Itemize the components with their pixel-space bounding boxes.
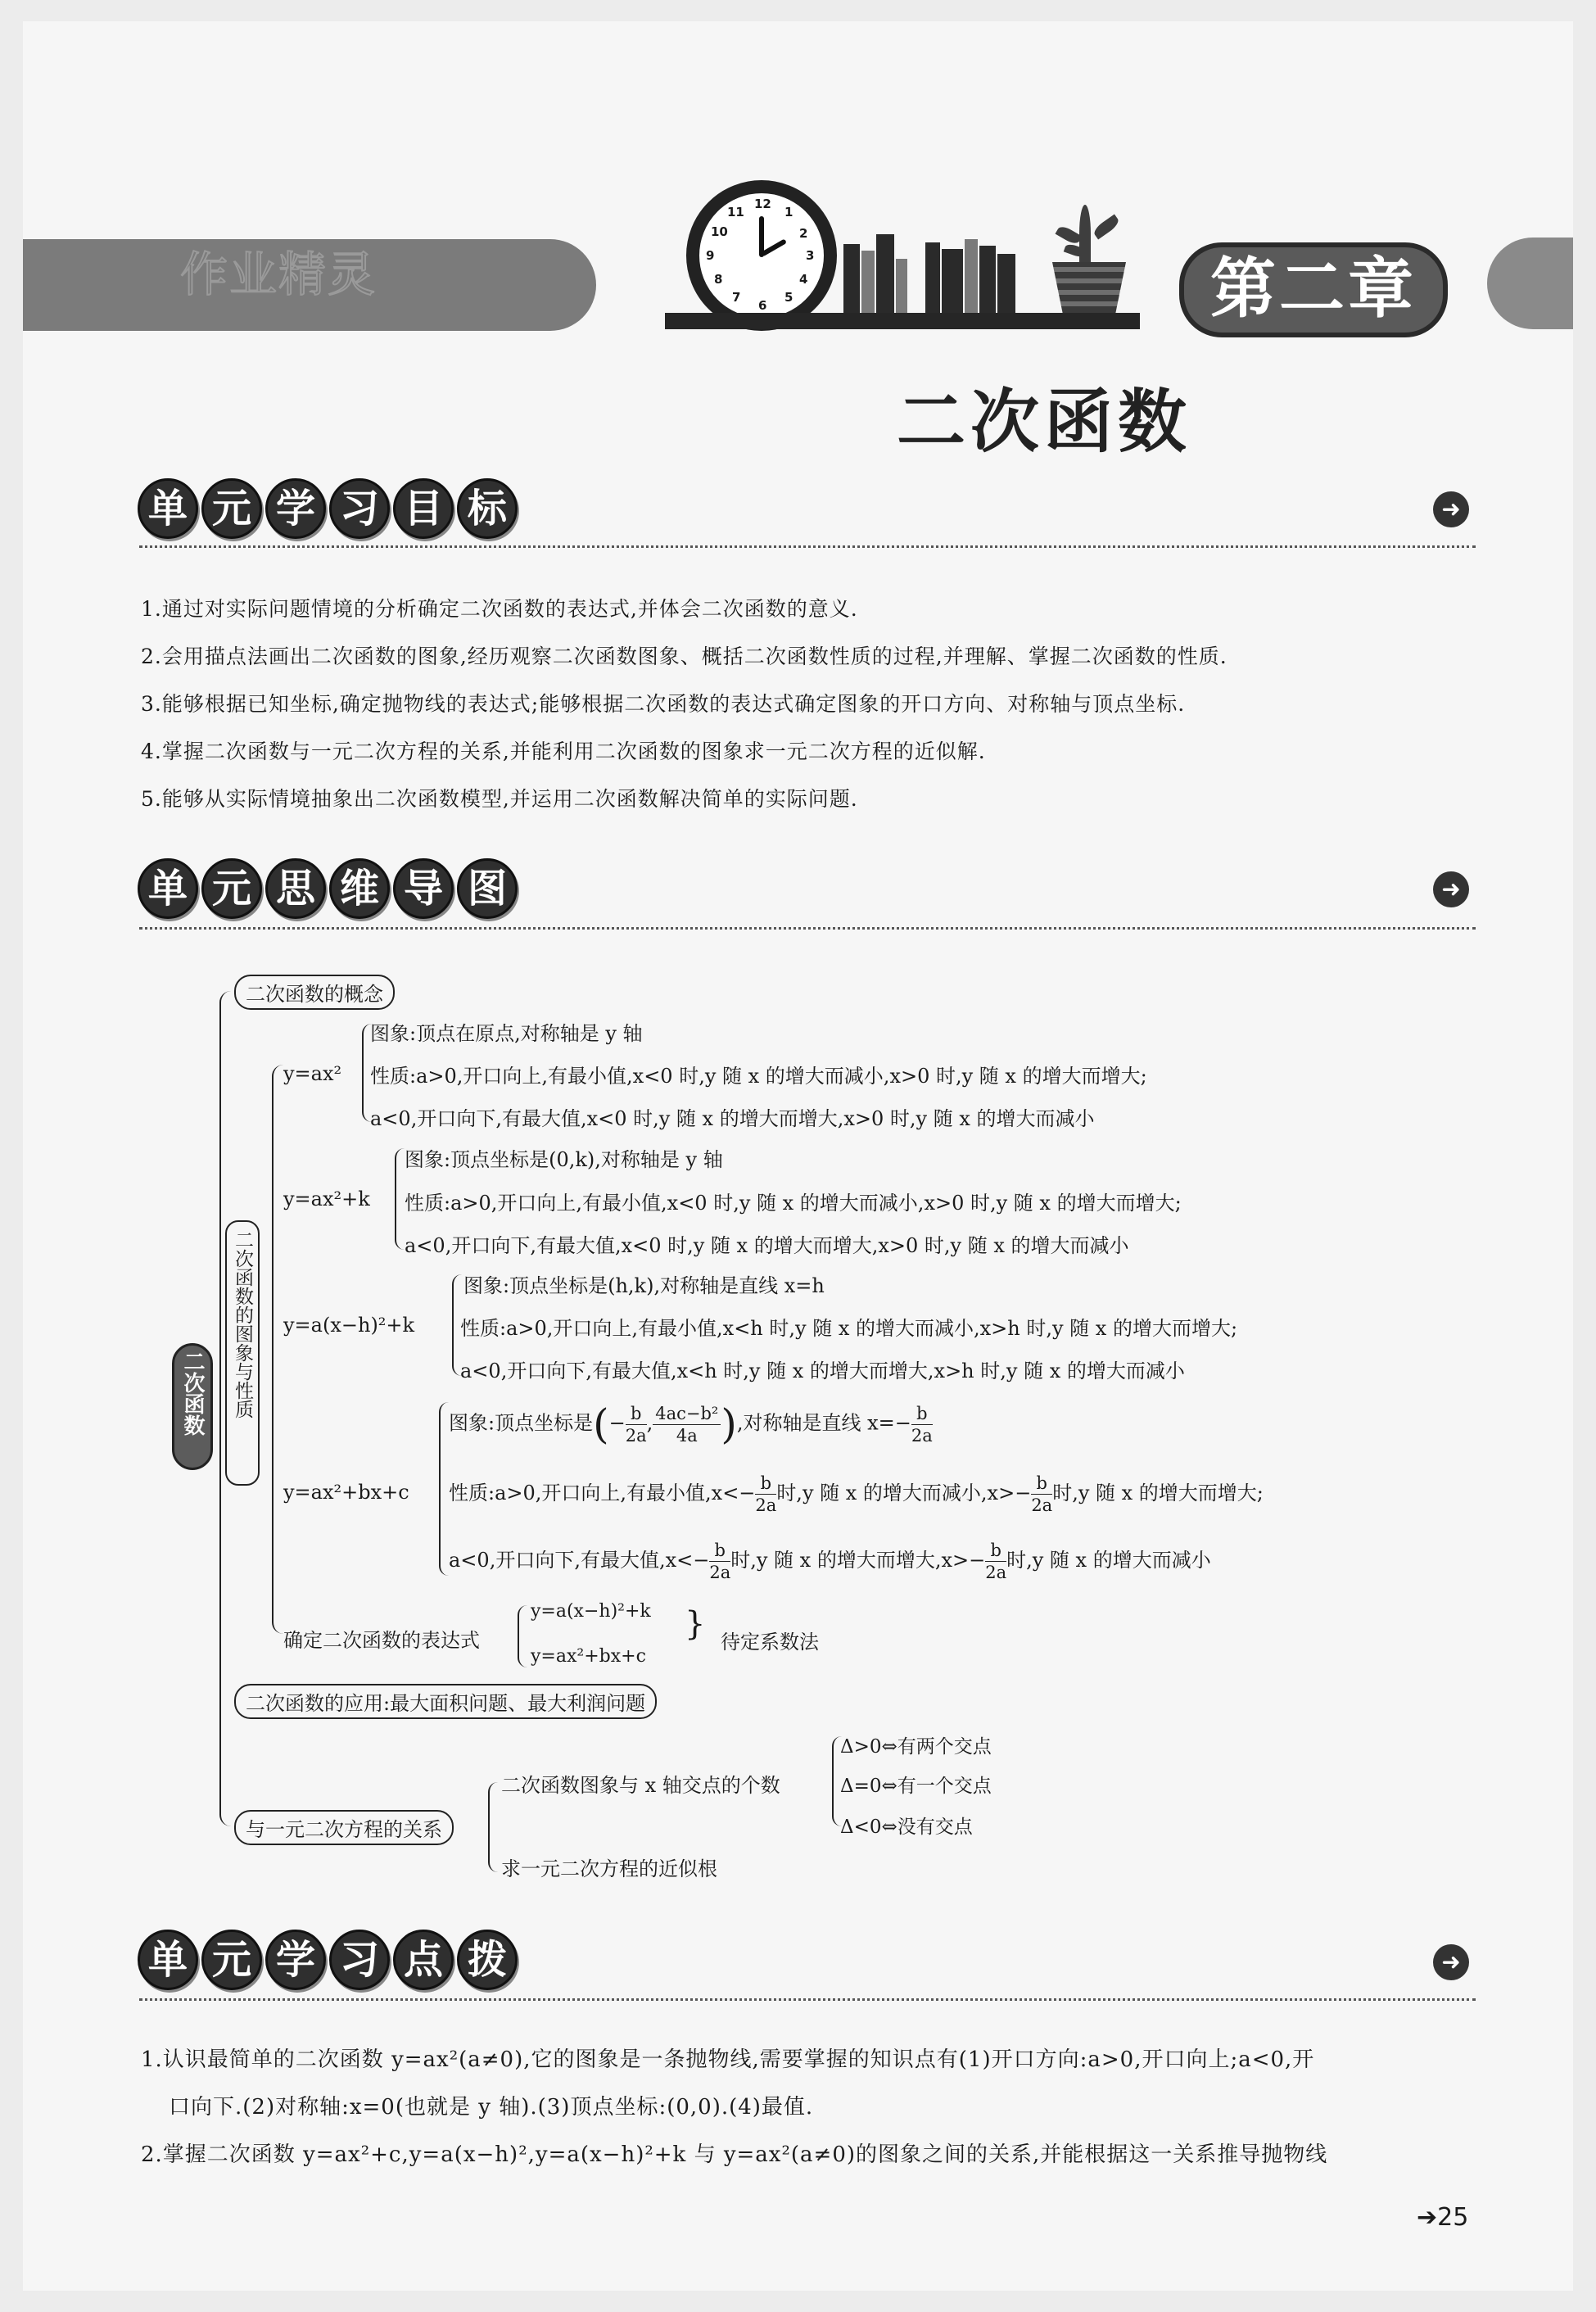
- concept-node: 二次函数的概念: [234, 975, 395, 1010]
- expr-formula: y=ax²+bx+c: [531, 1646, 646, 1667]
- discriminant-case: Δ=0⇔有一个交点: [840, 1776, 992, 1797]
- tip-line: 2.掌握二次函数 y=ax²+c,y=a(x−h)²,y=a(x−h)²+k 与 y=ax²(a≠0)的图象之间的关系,并能根据这一关系推导抛物线: [141, 2142, 1328, 2167]
- brace: [439, 1402, 449, 1576]
- clock-hour-hand: [761, 238, 787, 256]
- formula-node: y=a(x−h)²+k: [283, 1314, 415, 1337]
- discriminant-case: Δ<0⇔没有交点: [840, 1817, 973, 1838]
- goal-item: 5.能够从实际情境抽象出二次函数模型,并运用二次函数解决简单的实际问题.: [141, 787, 858, 811]
- section-title-tips: 单 元 学 习 点 拨: [138, 1930, 518, 1990]
- relation-intersect: 二次函数图象与 x 轴交点的个数: [501, 1774, 780, 1797]
- clock-number: 6: [758, 298, 767, 313]
- relation-approx: 求一元二次方程的近似根: [501, 1857, 717, 1880]
- arrow-right-icon: ➔: [1417, 2203, 1438, 2232]
- clock-number: 12: [754, 197, 771, 211]
- property-text: 图象:顶点在原点,对称轴是 y 轴: [370, 1022, 643, 1045]
- goal-item: 1.通过对实际问题情境的分析确定二次函数的表达式,并体会二次函数的意义.: [141, 597, 858, 621]
- clock-number: 11: [727, 205, 744, 219]
- clock-number: 1: [784, 205, 793, 219]
- expr-formula: y=a(x−h)²+k: [531, 1601, 651, 1622]
- property-text: 图象:顶点坐标是(h,k),对称轴是直线 x=h: [463, 1274, 825, 1297]
- property-text: a<0,开口向下,有最大值,x<0 时,y 随 x 的增大而增大,x>0 时,y 随 x 的增大而减小: [370, 1107, 1095, 1130]
- header-banner-right: [1487, 238, 1573, 329]
- property-text: a<0,开口向下,有最大值,x<− $\frac{b}{2a}$ 时,y 随 x 的增大而增大,x>− $\frac{b}{2a}$ 时,y 随 x 的增大而减小: [449, 1541, 1211, 1582]
- divider: [139, 927, 1476, 930]
- property-text: 性质:a>0,开口向上,有最小值,x<0 时,y 随 x 的增大而减小,x>0 时,y 随 x 的增大而增大;: [370, 1065, 1147, 1088]
- clock-number: 4: [799, 272, 808, 287]
- page-number: ➔25: [1417, 2203, 1469, 2232]
- clock-icon: [686, 180, 837, 331]
- goal-item: 4.掌握二次函数与一元二次方程的关系,并能利用二次函数的图象求一元二次方程的近似解.: [141, 740, 986, 763]
- clock-number: 10: [711, 224, 728, 239]
- clock-number: 2: [799, 226, 808, 241]
- tip-line: 口向下.(2)对称轴:x=0(也就是 y 轴).(3)顶点坐标:(0,0).(4)最值.: [169, 2095, 814, 2120]
- chapter-badge: 第二章: [1179, 242, 1448, 337]
- brace: [518, 1605, 527, 1667]
- arrow-right-icon: ➜: [1433, 491, 1469, 527]
- discriminant-case: Δ>0⇔有两个交点: [840, 1736, 992, 1758]
- formulas-brace: [272, 1065, 285, 1634]
- watermark-text: 作业精灵: [180, 247, 378, 302]
- relation-node: 与一元二次方程的关系: [234, 1810, 454, 1845]
- expr-label: 确定二次函数的表达式: [283, 1629, 480, 1652]
- property-text: 性质:a>0,开口向上,有最小值,x<0 时,y 随 x 的增大而减小,x>0 时,y 随 x 的增大而增大;: [405, 1192, 1182, 1215]
- clock-number: 8: [714, 272, 723, 287]
- clock-number: 5: [784, 290, 793, 305]
- brace: [488, 1782, 498, 1872]
- property-text: 性质:a>0,开口向上,有最小值,x<h 时,y 随 x 的增大而减小,x>h 时,y 随 x 的增大而增大;: [460, 1317, 1238, 1340]
- arrow-right-icon: ➜: [1433, 1944, 1469, 1980]
- divider: [139, 545, 1476, 548]
- goal-item: 2.会用描点法画出二次函数的图象,经历观察二次函数图象、概括二次函数性质的过程,并理解、掌握二次函数的性质.: [141, 645, 1228, 668]
- section-title-goals: 单 元 学 习 目 标: [138, 478, 518, 539]
- expr-method: 待定系数法: [721, 1631, 819, 1654]
- formula-node: y=ax²: [283, 1062, 342, 1085]
- brace-close: }: [685, 1605, 706, 1643]
- chapter-title: 二次函数: [897, 381, 1192, 462]
- property-text: 图象:顶点坐标是(0,k),对称轴是 y 轴: [405, 1148, 723, 1171]
- graph-props-node: 二次函数的图象与性质: [225, 1220, 260, 1486]
- clock-number: 7: [732, 290, 741, 305]
- formula-node: y=ax²+k: [283, 1188, 370, 1210]
- property-text: 性质:a>0,开口向上,有最小值,x<− $\frac{b}{2a}$ 时,y 随 x 的增大而减小,x>− $\frac{b}{2a}$ 时,y 随 x 的增大而增大;: [449, 1473, 1264, 1515]
- vertex-line: 图象:顶点坐标是(− $\frac{b}{2a}$ , $\frac{\text{4ac−b²}}{4a}$ ),对称轴是直线 x=− $\frac{b}{2a}$: [449, 1400, 933, 1448]
- formula-node: y=ax²+bx+c: [283, 1481, 409, 1504]
- arrow-right-icon: ➜: [1433, 871, 1469, 907]
- property-text: a<0,开口向下,有最大值,x<h 时,y 随 x 的增大而增大,x>h 时,y 随 x 的增大而减小: [460, 1360, 1185, 1382]
- property-text: a<0,开口向下,有最大值,x<0 时,y 随 x 的增大而增大,x>0 时,y 随 x 的增大而减小: [405, 1234, 1129, 1257]
- section-title-mindmap: 单 元 思 维 导 图: [138, 858, 518, 919]
- mindmap-root: 二次函数: [172, 1343, 213, 1470]
- divider: [139, 1998, 1476, 2001]
- shelf: [665, 313, 1140, 329]
- goal-item: 3.能够根据已知坐标,确定抛物线的表达式;能够根据二次函数的表达式确定图象的开口方向、对称轴与顶点坐标.: [141, 692, 1186, 716]
- tip-line: 1.认识最简单的二次函数 y=ax²(a≠0),它的图象是一条抛物线,需要掌握的知识点有(1)开口方向:a>0,开口向上;a<0,开: [141, 2047, 1315, 2072]
- application-node: 二次函数的应用:最大面积问题、最大利润问题: [234, 1684, 657, 1719]
- clock-number: 3: [806, 248, 815, 263]
- brace: [395, 1148, 405, 1250]
- clock-number: 9: [706, 248, 715, 263]
